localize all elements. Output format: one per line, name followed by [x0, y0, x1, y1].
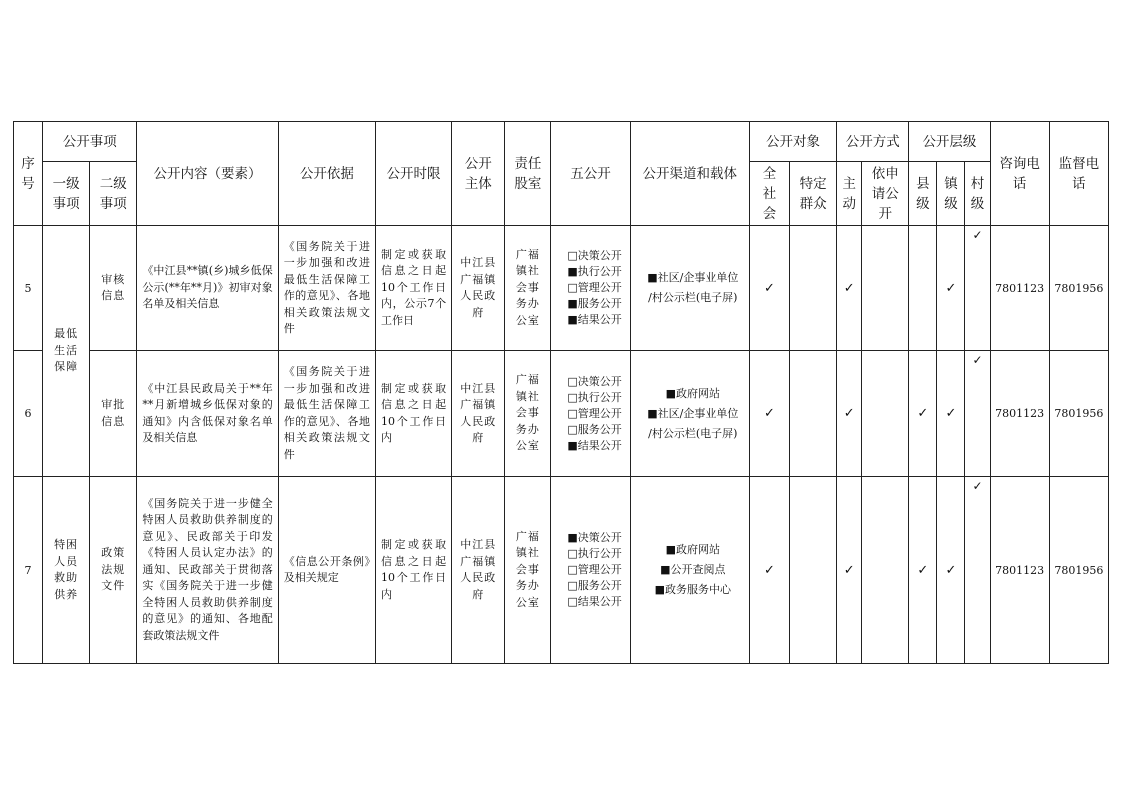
five-item: □管理公开 [567, 563, 622, 576]
check-level-village-cell [965, 477, 990, 664]
table-row [14, 351, 1109, 477]
row-content: 《国务院关于进一步健全特困人员救助供养制度的意见》、民政部关于印发《特困人员认定办法》的通知、民政部关于贯彻落实《国务院关于进一步健全特困人员救助供养制度的意见》的通知、各地配套政策法规文件 [137, 477, 278, 664]
supervise-phone: 7801956 [1049, 477, 1108, 664]
check-target-specific [790, 226, 837, 351]
check-level-county: ✓ [909, 351, 937, 477]
header-level: 公开层级 [909, 122, 990, 162]
header-subject: 公开主体 [452, 122, 505, 226]
five-item: ■执行公开 [567, 265, 622, 278]
header-method: 公开方式 [837, 122, 909, 162]
check-method-apply [862, 351, 909, 477]
five-item: ■结果公开 [567, 438, 622, 452]
check-level-town: ✓ [937, 226, 965, 351]
row-dept: 广福镇社会事务办公室 [505, 477, 551, 664]
channel-item: /村公示栏(电子屏) [648, 426, 738, 440]
header-level-town: 镇级 [937, 162, 965, 226]
check-level-village: ✓ [972, 479, 983, 493]
row-channel [630, 226, 749, 351]
row-time-limit: 制定或获取信息之日起10个工作日内 [375, 477, 451, 664]
header-consult-phone: 咨询电话 [990, 122, 1049, 226]
check-level-village-cell [965, 226, 990, 351]
channel-item: ■公开查阅点 [660, 563, 726, 576]
header-public-item: 公开事项 [43, 122, 137, 162]
supervise-phone: 7801956 [1049, 226, 1108, 351]
row-basis: 《国务院关于进一步加强和改进最低生活保障工作的意见》、各地相关政策法规文件 [278, 226, 375, 351]
header-target: 公开对象 [749, 122, 836, 162]
header-dept: 责任股室 [505, 122, 551, 226]
row-time-limit: 制定或获取信息之日起10个工作日内 [375, 351, 451, 477]
check-level-village: ✓ [972, 228, 983, 242]
row-content: 《中江县**镇(乡)城乡低保公示(**年**月)》初审对象名单及相关信息 [137, 226, 278, 351]
row-dept: 广福镇社会事务办公室 [505, 226, 551, 351]
five-item: □结果公开 [567, 595, 622, 608]
header-target-specific: 特定群众 [790, 162, 837, 226]
header-method-active: 主动 [837, 162, 862, 226]
row-level2: 审批信息 [90, 351, 137, 477]
table-row [14, 226, 1109, 351]
check-target-specific [790, 477, 837, 664]
disclosure-table [13, 121, 1109, 664]
row-level1: 特困人员救助供养 [43, 477, 90, 664]
header-content: 公开内容（要素） [137, 122, 278, 226]
five-item: □管理公开 [567, 406, 622, 420]
check-method-active: ✓ [837, 477, 862, 664]
row-channel [630, 351, 749, 477]
header-five: 五公开 [551, 122, 630, 226]
row-basis: 《信息公开条例》及相关规定 [278, 477, 375, 664]
supervise-phone: 7801956 [1049, 351, 1108, 477]
header-method-apply: 依申请公开 [862, 162, 909, 226]
five-item: ■服务公开 [567, 297, 622, 310]
row-basis: 《国务院关于进一步加强和改进最低生活保障工作的意见》、各地相关政策法规文件 [278, 351, 375, 477]
row-level2: 政策法规文件 [90, 477, 137, 664]
channel-item: ■政府网站 [665, 386, 720, 400]
five-item: ■决策公开 [567, 531, 622, 544]
five-item: □服务公开 [567, 422, 622, 436]
row-seq: 5 [14, 226, 43, 351]
consult-phone: 7801123 [990, 351, 1049, 477]
row-time-limit: 制定或获取信息之日起10个工作日内，公示7个工作日 [375, 226, 451, 351]
channel-item: ■社区/企事业单位 [647, 271, 739, 284]
five-item: □执行公开 [567, 390, 622, 404]
header-level1: 一级事项 [43, 162, 90, 226]
five-item: □执行公开 [567, 547, 622, 560]
check-level-town: ✓ [937, 351, 965, 477]
header-level-county: 县级 [909, 162, 937, 226]
channel-item: ■政府网站 [665, 543, 720, 556]
channel-item: /村公示栏(电子屏) [648, 291, 738, 304]
check-level-county [909, 226, 937, 351]
consult-phone: 7801123 [990, 477, 1049, 664]
row-subject: 中江县广福镇人民政府 [452, 226, 505, 351]
header-supervise-phone: 监督电话 [1049, 122, 1108, 226]
row-five-list [551, 226, 630, 351]
five-item: ■结果公开 [567, 313, 622, 326]
consult-phone: 7801123 [990, 226, 1049, 351]
header-seq: 序号 [14, 122, 43, 226]
header-time-limit: 公开时限 [375, 122, 451, 226]
row-dept: 广福镇社会事务办公室 [505, 351, 551, 477]
five-item: □决策公开 [567, 374, 622, 388]
channel-item: ■社区/企事业单位 [647, 406, 739, 420]
row-subject: 中江县广福镇人民政府 [452, 477, 505, 664]
check-level-village: ✓ [972, 353, 983, 367]
check-target-specific [790, 351, 837, 477]
check-method-active: ✓ [837, 226, 862, 351]
group-level1: 最低生活保障 [43, 226, 90, 477]
check-target-all: ✓ [749, 226, 789, 351]
check-level-county: ✓ [909, 477, 937, 664]
row-subject: 中江县广福镇人民政府 [452, 351, 505, 477]
check-method-apply [862, 477, 909, 664]
check-method-active: ✓ [837, 351, 862, 477]
row-level2: 审核信息 [90, 226, 137, 351]
row-five-list [551, 477, 630, 664]
header-channel: 公开渠道和载体 [630, 122, 749, 226]
check-target-all: ✓ [749, 477, 789, 664]
row-five-list [551, 351, 630, 477]
header-basis: 公开依据 [278, 122, 375, 226]
row-channel [630, 477, 749, 664]
check-level-town: ✓ [937, 477, 965, 664]
check-method-apply [862, 226, 909, 351]
five-item: □管理公开 [567, 281, 622, 294]
channel-item: ■政务服务中心 [654, 583, 731, 596]
header-target-all: 全社会 [749, 162, 789, 226]
header-level-village: 村级 [965, 162, 990, 226]
table-row [14, 477, 1109, 664]
five-item: □服务公开 [567, 579, 622, 592]
row-seq: 6 [14, 351, 43, 477]
check-target-all: ✓ [749, 351, 789, 477]
row-content: 《中江县民政局关于**年**月新增城乡低保对象的通知》内含低保对象名单及相关信息 [137, 351, 278, 477]
check-level-village-cell [965, 351, 990, 477]
header-level2: 二级事项 [90, 162, 137, 226]
row-seq: 7 [14, 477, 43, 664]
five-item: □决策公开 [567, 249, 622, 262]
